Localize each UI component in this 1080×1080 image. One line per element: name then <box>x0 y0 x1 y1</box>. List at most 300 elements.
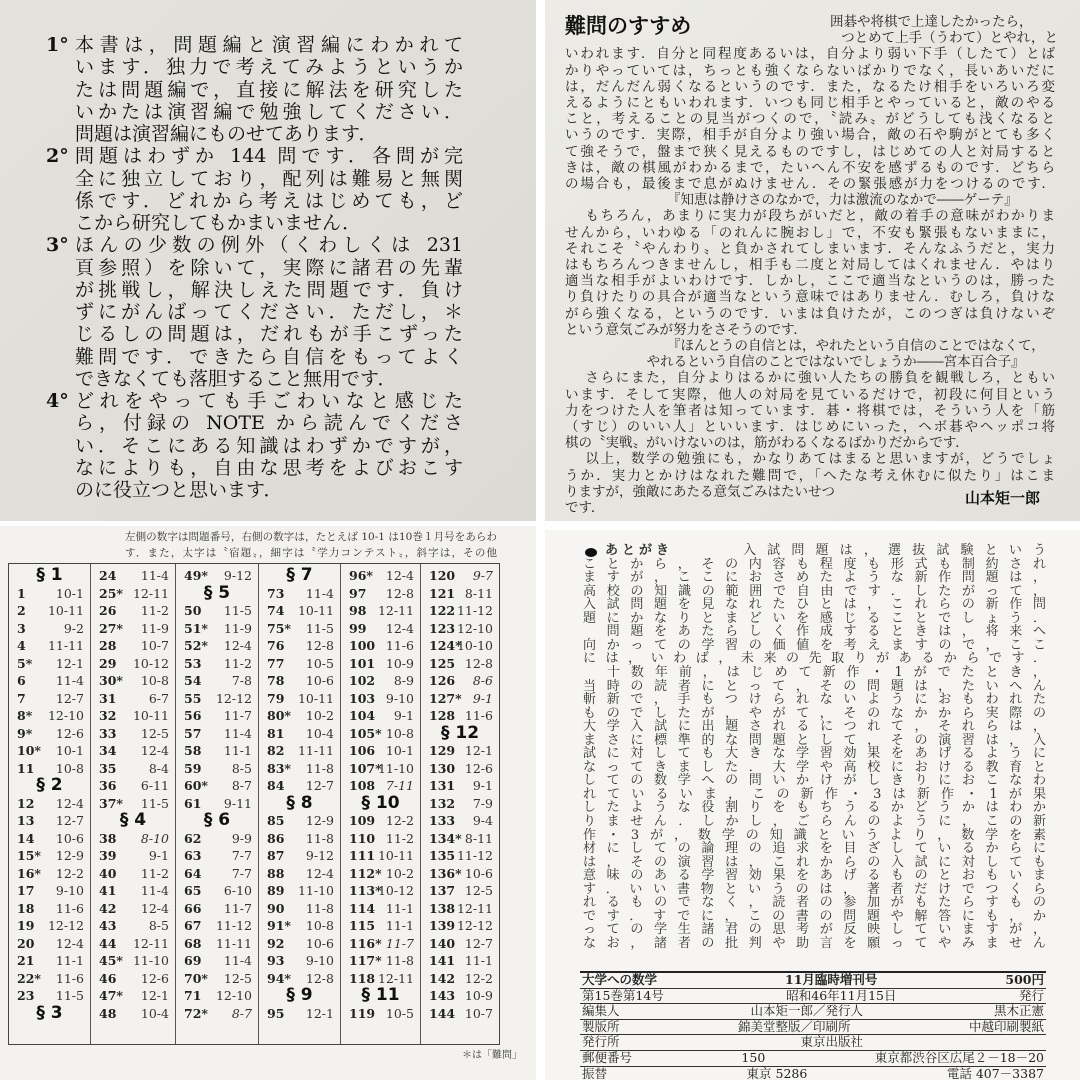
table-row <box>259 656 340 673</box>
problem-number: 125 <box>429 655 456 671</box>
problem-number: 3 <box>17 620 26 636</box>
table-row <box>421 988 499 1005</box>
problem-number: 143 <box>429 988 456 1003</box>
table-row <box>341 638 420 655</box>
problem-number: 59 <box>184 760 202 776</box>
afterword-line: 材にしての論理の追求を目ざしているからに <box>583 841 1046 857</box>
problem-number: 124* <box>429 638 462 653</box>
table-row <box>341 586 420 603</box>
issue-number: 11-6 <box>55 970 84 986</box>
afterword-line: は，その演習は，これからの入試に対しても <box>583 854 1046 870</box>
issue-number: 7-7 <box>231 865 252 881</box>
issue-number: 10-6 <box>305 673 334 688</box>
issue-number: 10-8 <box>385 725 414 741</box>
afterword-line: 高校の知識の範囲で自由です．したがって， <box>583 583 1046 599</box>
table-row <box>341 848 420 865</box>
problem-number: 43 <box>99 918 117 933</box>
essay-line: うか．実力とかけはなれた難問で，「へたな考え休むに似たり」はこま <box>565 467 1055 484</box>
essay-header-line: 囲碁や将棋で上達したかったら， <box>830 14 1033 30</box>
afterword-line: ものでしたが，やがて，そのなかから実際の <box>583 705 1046 721</box>
issue-number: 11-12 <box>456 848 493 863</box>
issue-number: 10-1 <box>55 743 84 758</box>
problem-number: 84 <box>267 778 285 793</box>
section-header: § 5 <box>203 582 231 603</box>
issue-number: 11-2 <box>385 830 414 846</box>
issue-number: 10-9 <box>464 988 493 1003</box>
issue-number: 6-10 <box>223 883 252 898</box>
essay-title: 難問のすすめ <box>565 13 692 38</box>
essay-line: さらにまた，自分よりはるかに強い人たちの勝負を観戦しろ，ともい <box>585 370 1055 387</box>
table-row <box>259 866 340 883</box>
table-row <box>9 936 90 953</box>
table-row <box>176 883 258 900</box>
table-row <box>91 901 175 918</box>
essay-line: いうのです．実際，相手が自分より強い場合，敵の石や駒がとても多く <box>565 127 1055 144</box>
problem-number: 23 <box>17 988 35 1003</box>
problem-number: 22* <box>17 970 41 986</box>
problem-number: 70* <box>184 970 208 986</box>
problem-number: 52* <box>184 638 208 653</box>
colophon-row <box>580 1004 1046 1020</box>
essay-line: の場合も，最後まで息がぬけません．その緊張感が力をつけるのです． <box>565 176 1055 192</box>
issue-number: 9-1 <box>393 708 414 723</box>
colophon-row <box>580 1051 1046 1067</box>
issue-number: 12-8 <box>305 638 334 653</box>
problem-number: 28 <box>99 638 117 653</box>
issue-number: 11-8 <box>385 953 414 968</box>
issue-number: 11-2 <box>140 603 169 618</box>
problem-number: 135 <box>429 848 456 863</box>
problem-number: 103 <box>349 690 376 706</box>
problem-number: 18 <box>17 900 35 916</box>
problem-number: 126 <box>429 673 456 688</box>
bullet-icon <box>585 548 597 557</box>
issue-number: 8-11 <box>464 830 493 846</box>
table-row <box>421 866 499 883</box>
essay-line: きは，敵の棋風がわかるまで，たいへん不安を感ずるものです．どちら <box>565 159 1055 176</box>
foreword-line: 本書は，問題編と演習編にわかれて <box>75 34 463 56</box>
essay-line: という意気ごみが努力をさそうのです． <box>565 321 807 338</box>
issue-number: 9-11 <box>223 795 252 811</box>
table-row <box>91 831 175 848</box>
essay-line: 適当な相手がよいわけです．しかし，ここで適当なというのは，勝った <box>565 273 1055 290</box>
problem-number: 2 <box>17 603 26 618</box>
issue-number: 9-12 <box>305 848 334 863</box>
issue-number: 12-11 <box>377 603 414 618</box>
problem-number: 12 <box>17 795 35 811</box>
table-row <box>421 638 499 655</box>
table-row <box>259 603 340 620</box>
issue-number: 12-2 <box>55 865 84 881</box>
table-row <box>421 673 499 690</box>
table-row <box>176 761 258 778</box>
problem-number: 40 <box>99 865 117 881</box>
table-row <box>9 726 90 743</box>
problem-number: 24 <box>99 568 117 583</box>
foreword-line: いかたは演習編で勉強してください． <box>75 100 463 123</box>
problem-number: 138 <box>429 900 456 916</box>
table-row <box>421 831 499 848</box>
afterword-line: には，いわば，未来の先取りがあるからです． <box>583 651 1046 667</box>
table-row <box>259 743 340 760</box>
problem-number: 141 <box>429 953 456 968</box>
table-row <box>9 918 90 935</box>
table-row <box>421 743 499 760</box>
problem-number: 113* <box>349 883 382 898</box>
problem-number: 25* <box>99 585 123 601</box>
issue-number: 12-1 <box>464 743 493 758</box>
colophon-field: 500円 <box>1005 972 1044 987</box>
afterword-line: 入試問題は，選抜試験という <box>743 543 1046 558</box>
afterword-line: 意味のある学習効果をあげるものとおもいま <box>583 868 1046 884</box>
problem-number: 51* <box>184 620 208 636</box>
table-row <box>341 883 420 900</box>
afterword-line: ますが，ここにおさめたような新作問題は， <box>583 570 1046 586</box>
problem-number: 90 <box>267 900 285 916</box>
colophon-row <box>580 1035 1046 1051</box>
problem-number: 109 <box>349 813 376 828</box>
section-header: § 1 <box>36 565 63 585</box>
table-column <box>420 564 499 1044</box>
problem-number: 56 <box>184 708 202 723</box>
table-row <box>176 743 258 760</box>
problem-number: 27* <box>99 620 123 636</box>
problem-number: 76 <box>267 638 285 653</box>
essay-line: それこそ〝やんわり〟と負かされてしまいます．そんなふうだと，実力 <box>565 240 1055 257</box>
issue-number: 10-6 <box>464 865 493 881</box>
foreword-line: 頁参照）を除いて，実際に諸君の先輩 <box>75 256 463 279</box>
item-marker: 1° <box>46 34 69 56</box>
issue-number: 10-5 <box>305 655 334 671</box>
table-row <box>91 568 175 585</box>
issue-number: 10-4 <box>140 1005 169 1021</box>
problem-number: 26 <box>99 603 117 618</box>
problem-number: 99 <box>349 620 367 636</box>
table-row <box>9 901 90 918</box>
table-row <box>421 848 499 865</box>
table-row <box>176 621 258 638</box>
problem-number: 72* <box>184 1005 208 1021</box>
table-row <box>341 708 420 725</box>
afterword-page <box>545 530 1080 1080</box>
table-row <box>259 691 340 708</box>
problem-number: 73 <box>267 585 285 601</box>
foreword-line: い．そこにある知識はわずかですが， <box>75 434 463 457</box>
colophon-row <box>580 1067 1046 1080</box>
table-row <box>421 761 499 778</box>
issue-number: 12-6 <box>464 760 493 776</box>
table-row <box>259 831 340 848</box>
table-column <box>258 564 340 1044</box>
issue-number: 9-10 <box>305 953 334 968</box>
table-row <box>341 621 420 638</box>
foreword-line: 全に独立しており，配列は難易と無関 <box>75 167 463 190</box>
issue-number: 8-10 <box>140 830 169 846</box>
problem-number: 38 <box>99 830 117 846</box>
afterword-line: 題にかなりとまどいを感じることでしょう． <box>583 610 1046 626</box>
issue-number: 12-4 <box>55 795 84 811</box>
essay-line: います．そして実際，他人の対局を見ているだけで，初段に何目という <box>565 386 1055 403</box>
issue-number: 12-4 <box>140 900 169 916</box>
table-row <box>91 953 175 970</box>
issue-number: 10-6 <box>305 935 334 951</box>
problem-number: 35 <box>99 760 117 776</box>
table-row <box>421 796 499 813</box>
problem-number: 98 <box>349 603 367 618</box>
section-header: § 4 <box>119 810 147 830</box>
essay-line: はもちろんつきませんし，相手も二度と対局してはくれません．やはり <box>565 257 1055 273</box>
afterword-line: 試に対しても大きな学習効果をあげるように <box>583 746 1046 762</box>
problem-number: 131 <box>429 778 456 793</box>
colophon-field: 発行所 <box>582 1034 620 1050</box>
issue-number: 11-11 <box>47 638 84 653</box>
problem-number: 85 <box>267 813 285 828</box>
issue-number: 11-1 <box>385 918 414 933</box>
issue-number: 10-6 <box>55 830 84 846</box>
problem-number: 114 <box>349 900 376 916</box>
problem-number: 115 <box>349 918 376 933</box>
item-marker: 2° <box>46 145 69 168</box>
problem-number: 5* <box>17 655 33 671</box>
issue-number: 11-1 <box>55 953 84 968</box>
afterword-line: 作・3が，数学の知識というより，数学を素 <box>583 827 1046 843</box>
issue-number: 10-1 <box>385 743 414 758</box>
issue-number: 11-5 <box>55 988 84 1003</box>
issue-number: 12-11 <box>377 970 414 986</box>
problem-number: 137 <box>429 883 456 898</box>
problem-number: 67 <box>184 918 202 933</box>
issue-number: 12-6 <box>55 725 84 741</box>
problem-number: 9* <box>17 725 33 741</box>
table-row <box>259 621 340 638</box>
afterword-line: 問題をあたらしく作成するときは，将来へ <box>583 624 1046 640</box>
afterword-line: なってきました．大学や高校における教育と <box>583 759 1046 775</box>
issue-number: 11-8 <box>305 900 334 916</box>
table-row <box>259 761 340 778</box>
problem-number: 39 <box>99 848 117 863</box>
problem-number: 96* <box>349 568 373 583</box>
table-row <box>259 883 340 900</box>
table-row <box>341 761 420 778</box>
table-row <box>91 848 175 865</box>
table-row <box>176 726 258 743</box>
colophon-field: 東京出版社 <box>800 1034 864 1050</box>
table-row <box>9 848 90 865</box>
problem-number: 36 <box>99 778 117 793</box>
afterword-heading: あとがき <box>605 543 674 558</box>
problem-number: 21 <box>17 953 35 968</box>
table-row <box>91 656 175 673</box>
issue-number: 11-7 <box>223 708 252 723</box>
essay-line: えるようにともいわれます．いつも同じ相手とやっていると，敵のやる <box>565 95 1055 111</box>
table-row <box>91 708 175 725</box>
issue-number: 11-8 <box>305 830 334 846</box>
issue-number: 9-7 <box>472 568 493 583</box>
table-row <box>259 1006 340 1023</box>
problem-number: 54 <box>184 673 202 688</box>
issue-number: 11-4 <box>140 883 169 898</box>
colophon-field: 製版所 <box>582 1018 620 1034</box>
problem-number: 86 <box>267 830 285 846</box>
problem-number: 6 <box>17 673 26 688</box>
problem-number: 104 <box>349 708 376 723</box>
table-row <box>341 901 420 918</box>
essay-page <box>545 0 1080 521</box>
issue-number: 12-11 <box>456 900 493 916</box>
colophon-field: 昭和46年11月15日 <box>786 987 897 1003</box>
essay-line: です． <box>565 500 605 516</box>
problem-number: 58 <box>184 743 202 758</box>
table-row <box>421 656 499 673</box>
table-column <box>340 564 420 1044</box>
table-row <box>9 673 90 690</box>
table-row <box>176 1006 258 1023</box>
issue-number: 10-11 <box>297 690 334 706</box>
table-row <box>9 603 90 620</box>
problem-number: 93 <box>267 953 285 968</box>
afterword-line: です．すでに，この書の問題や解答にも，か <box>583 908 1046 924</box>
issue-number: 10-12 <box>132 655 169 671</box>
table-row <box>421 936 499 953</box>
table-row <box>259 953 340 970</box>
issue-number: 11-2 <box>140 865 169 881</box>
essay-line: せんから，いわゆる「のれんに腕おし」で，不安も緊張もないままに， <box>565 224 1055 241</box>
table-row <box>341 866 420 883</box>
problem-number: 71 <box>184 988 202 1003</box>
problem-number: 132 <box>429 795 456 811</box>
problem-number: 30* <box>99 673 123 688</box>
problem-number: 78 <box>267 673 285 688</box>
problem-number: 66 <box>184 900 202 916</box>
table-row <box>91 1006 175 1023</box>
colophon-field: 第15巻第14号 <box>582 987 664 1003</box>
issue-number: 10-2 <box>385 865 414 881</box>
problem-number: 116* <box>349 935 382 951</box>
problem-number: 80* <box>267 708 291 723</box>
foreword-line: 難問です．できたら自信をもってよく <box>75 345 463 368</box>
issue-number: 9-10 <box>385 690 414 706</box>
problem-number: 133 <box>429 813 456 828</box>
issue-number: 12-7 <box>464 935 493 951</box>
table-row <box>421 953 499 970</box>
problem-number: 60* <box>184 778 208 793</box>
issue-number: 11-1 <box>385 900 414 916</box>
essay-line: 『知恵は静けさのなかで，力は激流のなかで――ゲーテ』 <box>667 192 1018 209</box>
problem-number: 123 <box>429 620 456 636</box>
colophon-field: 11月臨時増刊号 <box>785 972 878 987</box>
issue-number: 11-10 <box>297 883 334 898</box>
issue-number: 10-11 <box>132 708 169 723</box>
issue-number: 12-10 <box>215 988 252 1003</box>
issue-number: 10-8 <box>55 760 84 776</box>
table-row <box>259 708 340 725</box>
issue-number: 12-6 <box>140 970 169 986</box>
table-row <box>341 691 420 708</box>
issue-number: 11-5 <box>223 603 252 618</box>
afterword-line: 入試問題を見なれたひとは，これらの新作問 <box>583 597 1046 613</box>
table-row <box>176 691 258 708</box>
problem-number: 34 <box>99 743 117 758</box>
table-row <box>421 586 499 603</box>
table-column <box>9 564 90 1044</box>
issue-number: 10-9 <box>385 655 414 671</box>
table-row <box>421 621 499 638</box>
problem-number: 8* <box>17 708 33 723</box>
table-row <box>9 638 90 655</box>
issue-number: 12-7 <box>55 813 84 828</box>
table-row <box>9 743 90 760</box>
issue-number: 12-1 <box>140 988 169 1003</box>
issue-number: 11-12 <box>215 918 252 933</box>
problem-number: 121 <box>429 585 456 601</box>
table-row <box>176 953 258 970</box>
problem-number: 95 <box>267 1005 285 1021</box>
essay-line: りますが，強敵にあたる意気ごみはたいせつ <box>565 483 835 500</box>
issue-number: 11-6 <box>55 900 84 916</box>
table-row <box>9 971 90 988</box>
issue-number: 12-4 <box>140 743 169 758</box>
table-row <box>9 621 90 638</box>
table-row <box>91 673 175 690</box>
problem-number: 120 <box>429 568 456 583</box>
foreword-line: ら，付録の NOTE から読んでくださ <box>75 412 463 435</box>
problem-number: 89 <box>267 883 285 898</box>
issue-number: 9-2 <box>63 620 84 636</box>
table-row <box>421 883 499 900</box>
issue-number: 10-7 <box>464 1005 493 1021</box>
essay-header-line: つとめて上手（うわて）とやれ，と <box>841 30 1058 46</box>
afterword-line: しての数学への問いかけがしきりにおこなわ <box>583 773 1046 789</box>
problem-number: 17 <box>17 883 35 898</box>
table-row <box>91 638 175 655</box>
table-row <box>9 883 90 900</box>
foreword-line: 問題はわずか 144 問です．各問が完 <box>75 145 463 168</box>
table-row <box>341 673 420 690</box>
essay-line: （すじ）のいい人」といいます．はじめにいった，ヘボ碁やヘッポコ将 <box>565 419 1055 435</box>
issue-number: 10-5 <box>385 1005 414 1021</box>
problem-number: 119 <box>349 1005 376 1021</box>
table-row <box>9 691 90 708</box>
table-row <box>176 936 258 953</box>
table-row <box>9 866 90 883</box>
issue-number: 12-4 <box>385 568 414 583</box>
issue-number: 11-8 <box>305 760 334 776</box>
essay-line: り負けたりの具合が適当なという意味ではありません．むしろ，負けな <box>565 289 1055 306</box>
problem-number: 29 <box>99 655 117 671</box>
problem-number: 97 <box>349 585 367 601</box>
problem-number: 106 <box>349 743 376 758</box>
problem-number: 111 <box>349 848 376 863</box>
section-header: § 11 <box>361 985 400 1005</box>
issue-number: 10-10 <box>456 638 493 653</box>
issue-number: 10-8 <box>305 918 334 933</box>
table-row <box>176 708 258 725</box>
afterword-line: 斬新で，手もつけられないようにおもわれた <box>583 692 1046 708</box>
issue-number: 12-11 <box>132 585 169 601</box>
colophon-row <box>580 971 1046 989</box>
afterword-line: 十数年前，はじめて新作・1がでたとき， <box>583 664 1046 680</box>
issue-number: 6-7 <box>148 690 169 706</box>
afterword-line: なお，諸者の批判や助言を願ってやみません <box>583 935 1046 951</box>
foreword-line: じるしの問題は，だれもが手こずった <box>75 323 463 346</box>
problem-number: 7 <box>17 690 26 706</box>
colophon-field: 黒木正憲 <box>993 1003 1044 1019</box>
problem-number: 42 <box>99 900 117 916</box>
problem-number: 101 <box>349 655 376 671</box>
table-row <box>91 621 175 638</box>
problem-number: 11 <box>17 760 35 776</box>
table-row <box>91 918 175 935</box>
